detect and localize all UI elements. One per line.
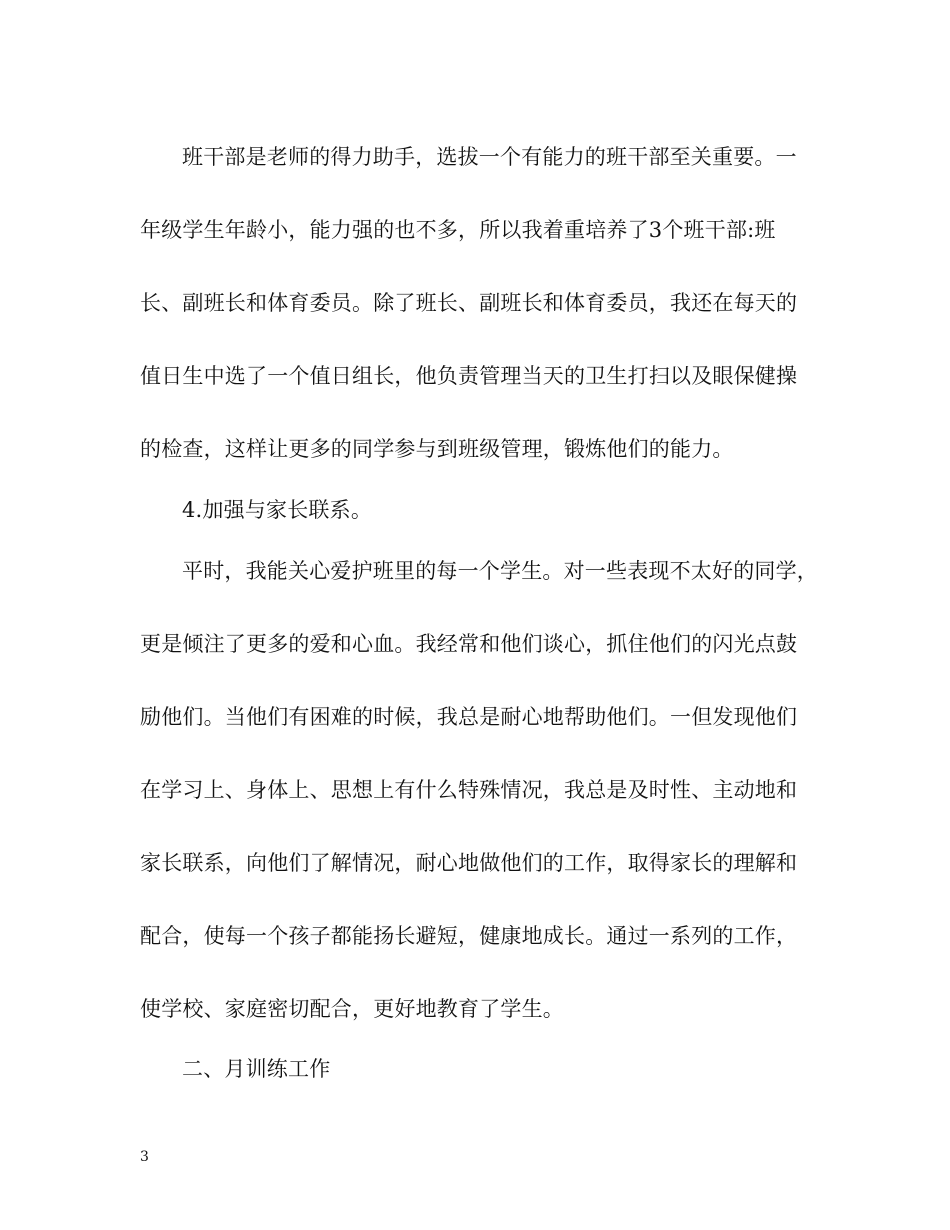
paragraph-line: 配合，使每一个孩子都能扬长避短，健康地成长。通过一系列的工作， — [140, 924, 798, 948]
paragraph-line: 值日生中选了一个值日组长，他负责管理当天的卫生打扫以及眼保健操 — [140, 364, 798, 388]
paragraph-line: 家长联系，向他们了解情况，耐心地做他们的工作，取得家长的理解和 — [140, 851, 798, 875]
section-heading: 二、月训练工作 — [182, 1057, 331, 1081]
paragraph-line: 励他们。当他们有困难的时候，我总是耐心地帮助他们。一但发现他们 — [140, 705, 798, 729]
paragraph-line: 班干部是老师的得力助手，选拔一个有能力的班干部至关重要。一 — [182, 145, 797, 169]
paragraph-line: 的检查，这样让更多的同学参与到班级管理，锻炼他们的能力。 — [140, 437, 734, 461]
section-heading: 4.加强与家长联系。 — [182, 498, 373, 522]
paragraph-line: 更是倾注了更多的爱和心血。我经常和他们谈心，抓住他们的闪光点鼓 — [140, 632, 798, 656]
page-number: 3 — [140, 1149, 149, 1165]
paragraph-line: 使学校、家庭密切配合，更好地教育了学生。 — [140, 997, 564, 1021]
paragraph-line: 平时，我能关心爱护班里的每一个学生。对一些表现不太好的同学， — [182, 559, 818, 583]
paragraph-line: 年级学生年龄小，能力强的也不多，所以我着重培养了3个班干部:班 — [140, 218, 776, 242]
paragraph-line: 长、副班长和体育委员。除了班长、副班长和体育委员，我还在每天的 — [140, 291, 798, 315]
paragraph-line: 在学习上、身体上、思想上有什么特殊情况，我总是及时性、主动地和 — [140, 778, 798, 802]
